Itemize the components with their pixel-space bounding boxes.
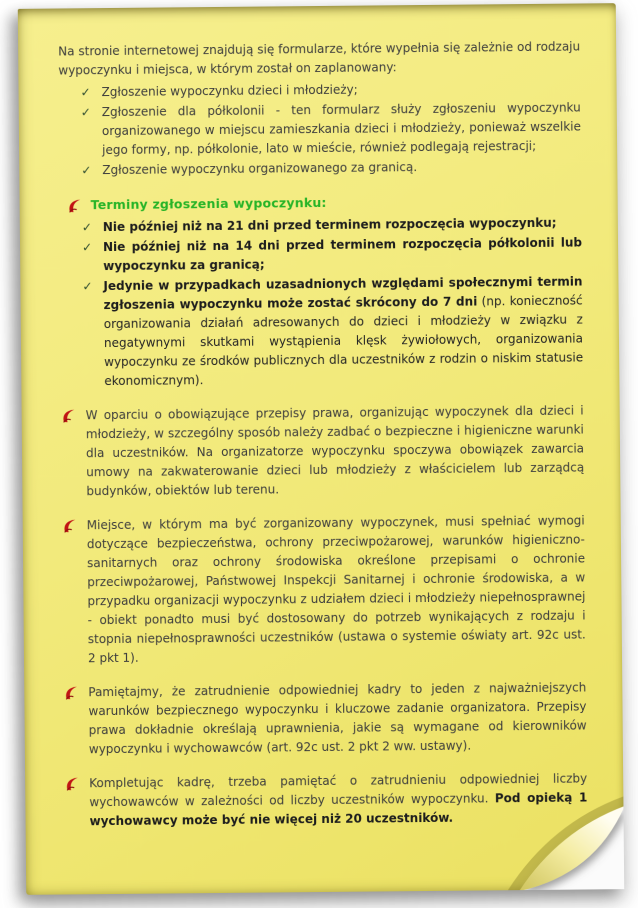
info-paragraph: Miejsce, w którym ma być zorganizowany wypoczynek, musi spełniać wymogi dotyczące bezpieczeństwa, ochrony przeciwpożarowej, warunków higieniczno-sanitarnych oraz ochrony środowiska określone przepisami o ochronie przeciwpożarowej, Państwowej Inspekcji Sanitarnej i ochronie środowiska, a w przypadku organizacji wypoczynku z udziałem dzieci i młodzieży niepełnosprawnej - obiekt ponadto musi być dostosowany do potrzeb wynikających z rodzaju i stopnia niepełnosprawności uczestników (ustawa o systemie oświaty art. 92c ust. 2 pkt 1). [86,513,586,666]
form-list-item [81,98,582,160]
form-list-item [81,156,581,180]
info-paragraph-row [63,511,586,668]
red-pin-icon [62,408,76,423]
info-paragraph-row [62,401,585,501]
deadline-item [82,272,583,391]
info-paragraph: Pamiętajmy, że zatrudnienie odpowiedniej kadry to jeden z najważniejszych warunków bezpiecznego wypoczynku i kluczowe zadanie organizatora. Przepisy prawa dokładnie określają uprawnienia, jakie są wymagane od kierowników wypoczynku i wychowawców (art. 92c ust. 2 pkt 2 ww. ustawy). [88,680,587,757]
red-pin-icon [64,685,78,700]
check-icon: ✓ [80,85,91,100]
check-icon: ✓ [81,163,92,178]
deadline-bold-text: Jedynie w przypadkach uzasadnionych względami społecznymi termin zgłoszenia wypoczynku może zostać skrócony do 7 dni [103,274,583,313]
info-paragraph-row [64,678,587,759]
paragraph-lead-text: Kompletując kadrę, trzeba pamiętać o zatrudnieniu odpowiedniej liczby wychowawców w zależności od liczby uczestników wypoczynku. [89,771,588,810]
deadline-bold-text: Nie później niż na 21 dni przed terminem rozpoczęcia wypoczynku; [102,215,557,235]
check-icon: ✓ [82,279,93,294]
forms-list [58,78,581,180]
intro-paragraph: Na stronie internetowej znajdują się formularze, które wypełnia się zależnie od rodzaju wypoczynku i miejsca, w którym został on zaplanowany: [58,39,581,78]
deadline-item-text [103,272,583,391]
deadlines-list [60,213,584,391]
deadline-rest-text: (np. konieczność organizowania działań adresowanych do dzieci i młodzieży w związku z negatywnymi skutkami wystąpienia klęsk żywiołowych, organizowania wypoczynku ze środków publicznych dla uczestników z rodzin o niskim statusie ekonomicznym). [103,293,584,389]
red-pin-icon [65,776,79,791]
red-pin-icon [68,198,82,213]
form-item-text: Zgłoszenie wypoczynku organizowanego za granicą. [102,160,418,178]
deadlines-heading-row [68,191,582,213]
info-paragraph: W oparciu o obowiązujące przepisy prawa, organizując wypoczynek dla dzieci i młodzieży, w szczególny sposób należy zadbać o bezpieczne i higieniczne warunki dla uczestników. Na organizatorze wypoczynku spoczywa obowiązek zawarcia umowy na zakwaterowanie dzieci lub młodzieży z właścicielem lub zarządcą budynków, obiektów lub terenu. [85,403,585,499]
form-item-text: Zgłoszenie dla półkolonii - ten formularz służy zgłoszeniu wypoczynku organizowanego w miejscu zamieszkania dzieci i młodzieży, ponieważ wszelkie jego formy, np. półkolonie, lato w mieście, również podlegają rejestracji; [101,100,581,158]
page-curl [492,770,624,891]
deadline-item-text [103,233,582,276]
red-pin-icon [63,518,77,533]
deadlines-heading: Terminy zgłoszenia wypoczynku: [90,194,327,213]
paragraph-bold-text: Pod opieką 1 wychowawcy może być nie więcej niż 20 uczestników. [89,790,588,829]
check-icon: ✓ [80,105,91,120]
note-content [18,3,624,832]
sticky-note [18,3,624,895]
deadline-item [82,233,582,276]
deadline-bold-text: Nie później niż na 14 dni przed terminem rozpoczęcia półkolonii lub wypoczynku za granicą; [102,235,583,274]
form-item-text: Zgłoszenie wypoczynku dzieci i młodzieży; [101,82,358,100]
check-icon: ✓ [81,240,93,255]
note-surface [18,3,624,895]
check-icon: ✓ [81,220,92,235]
